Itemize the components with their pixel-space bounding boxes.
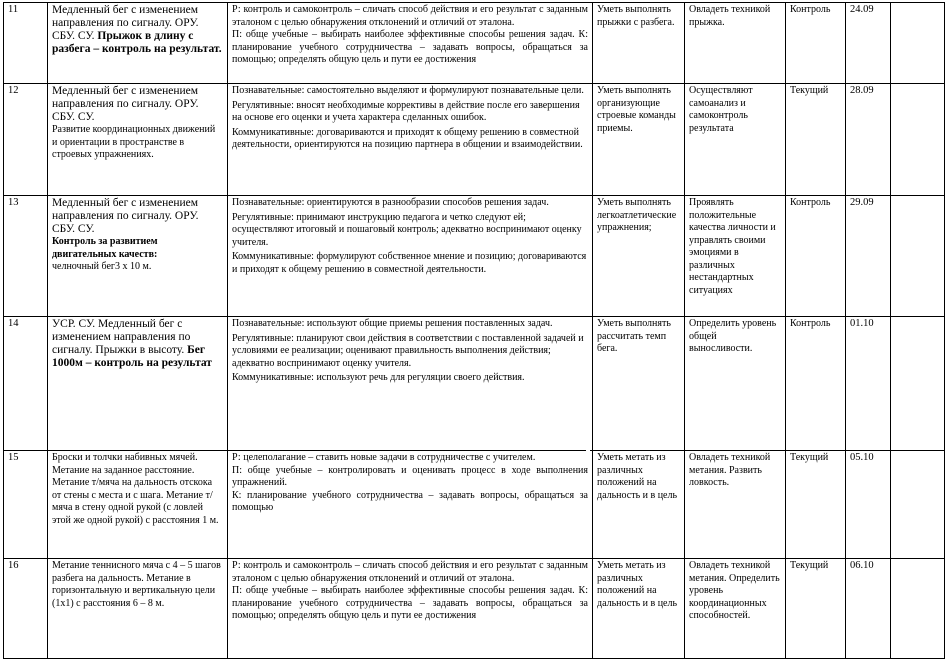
topic-text: Броски и толчки набивных мячей. Метание на заданное расстояние. Метание т/мяча на дальность отскока от стены с места и с шага. Метание т/мяча в стену одной рукой (с ловлей этой же одной рукой) с расстояния 1 м.	[52, 452, 219, 526]
control-type: Текущий	[786, 84, 846, 196]
lesson-topic	[48, 317, 228, 451]
lesson-number: 13	[4, 196, 48, 317]
subject-result: Уметь выполнять легкоатлетические упражнения;	[593, 196, 685, 317]
personal-result: Овладеть техникой метания. Развить ловкость.	[685, 451, 786, 559]
subject-result: Уметь метать из различных положений на дальность и в цель	[593, 559, 685, 659]
personal-result: Овладеть техникой метания. Определить уровень координационных способностей.	[685, 559, 786, 659]
control-type: Контроль	[786, 196, 846, 317]
personal-result: Проявлять положительные качества личности и управлять своими эмоциями в различных нестандартных ситуациях	[685, 196, 786, 317]
uud-paragraph: Регулятивные: планируют свои действия в соответствии с поставленной задачей и условиями ее реализации; оценивают правильность выполнения действия; адекватно воспринимают оценку учителя.	[232, 332, 584, 369]
lesson-date: 29.09	[846, 196, 891, 317]
lesson-plan-table	[3, 2, 945, 659]
subject-result: Уметь выполнять организующие строевые команды приемы.	[593, 84, 685, 196]
control-type: Текущий	[786, 559, 846, 659]
personal-result: Осуществляют самоанализ и самоконтроль результата	[685, 84, 786, 196]
lesson-topic	[48, 559, 228, 659]
lesson-topic	[48, 84, 228, 196]
lesson-date: 01.10	[846, 317, 891, 451]
control-type: Контроль	[786, 317, 846, 451]
table-body	[4, 3, 945, 659]
lesson-date: 05.10	[846, 451, 891, 559]
lesson-topic	[48, 3, 228, 84]
uud-paragraph: П: обще учебные – выбирать наиболее эффективные способы решения задач. К: планирование учебного сотрудничества – задавать вопросы, обращаться за помощью; определять общую цель и пути ее достижения	[232, 29, 588, 65]
notes-cell	[891, 3, 945, 84]
notes-cell	[891, 84, 945, 196]
personal-result: Овладеть техникой прыжка.	[685, 3, 786, 84]
lesson-date: 06.10	[846, 559, 891, 659]
lesson-date: 28.09	[846, 84, 891, 196]
topic-text: челночный бег3 х 10 м.	[52, 261, 152, 272]
uud-paragraph: Коммуникативные: договариваются и приходят к общему решению в совместной деятельности, ориентируются на позицию партнера в общении и взаимодействии.	[232, 126, 583, 150]
subject-result: Уметь метать из различных положений на дальность и в цель	[593, 451, 685, 559]
table-row	[4, 559, 945, 659]
table-row	[4, 84, 945, 196]
lesson-number: 16	[4, 559, 48, 659]
lesson-number: 14	[4, 317, 48, 451]
notes-cell	[891, 317, 945, 451]
uud-paragraph: К: планирование учебного сотрудничества – задавать вопросы, обращаться за помощью	[232, 489, 588, 513]
topic-bold-text: Прыжок в длину с разбега – контроль на результат.	[52, 30, 222, 55]
notes-cell	[891, 559, 945, 659]
table-row	[4, 317, 945, 451]
topic-bold-text: Контроль за развитием двигательных качеств:	[52, 236, 158, 260]
table-row	[4, 3, 945, 84]
topic-text: Развитие координационных движений и ориентации в пространстве в строевых упражнениях.	[52, 124, 216, 160]
uud-paragraph: Познавательные: ориентируются в разнообразии способов решения задач.	[232, 197, 549, 208]
uud-paragraph: Р: целеполагание – ставить новые задачи в сотрудничестве с учителем.	[232, 452, 536, 463]
topic-text: Метание теннисного мяча с 4 – 5 шагов разбега на дальность. Метание в горизонтальную и вертикальную цели (1х1) с расстояния 6 – 8 м.	[52, 560, 221, 609]
topic-text: Медленный бег с изменением направления по сигналу. ОРУ. СБУ. СУ.	[52, 197, 199, 235]
topic-text: УСР. СУ. Медленный бег с изменением направления по сигналу. Прыжки в высоту.	[52, 318, 191, 356]
uud-paragraph: П: обще учебные – контролировать и оценивать процесс в ходе выполнения упражнений.	[232, 464, 588, 488]
lesson-date: 24.09	[846, 3, 891, 84]
lesson-number: 12	[4, 84, 48, 196]
uud-cell	[228, 451, 593, 559]
uud-cell	[228, 559, 593, 659]
notes-cell	[891, 196, 945, 317]
lesson-number: 15	[4, 451, 48, 559]
lesson-number: 11	[4, 3, 48, 84]
personal-result: Определить уровень общей выносливости.	[685, 317, 786, 451]
table-row	[4, 451, 945, 559]
uud-paragraph: Регулятивные: вносят необходимые коррективы в действие после его завершения на основе его оценки и учета характера сделанных ошибок.	[232, 99, 580, 123]
table-row	[4, 196, 945, 317]
uud-paragraph: Познавательные: используют общие приемы решения поставленных задач.	[232, 318, 553, 329]
topic-text: Медленный бег с изменением направления по сигналу. ОРУ. СБУ. СУ.	[52, 85, 199, 123]
uud-paragraph: Р: контроль и самоконтроль – сличать способ действия и его результат с заданным эталоном с целью обнаружения отклонений и отличий от эталона.	[232, 4, 588, 28]
uud-paragraph: П: обще учебные – выбирать наиболее эффективные способы решения задач. К: планирование учебного сотрудничества – задавать вопросы, обращаться за помощью; определять общую цель и пути ее достижения	[232, 585, 588, 621]
topic-bold-text: Бег 1000м – контроль на результат	[52, 344, 212, 369]
lesson-topic	[48, 451, 228, 559]
uud-cell	[228, 317, 593, 451]
uud-cell	[228, 84, 593, 196]
white-patch-row14	[586, 440, 590, 456]
uud-paragraph: Коммуникативные: используют речь для регуляции своего действия.	[232, 372, 525, 383]
uud-paragraph: Коммуникативные: формулируют собственное мнение и позицию; договариваются и приходят к общему решению в совместной деятельности.	[232, 251, 587, 275]
notes-cell	[891, 451, 945, 559]
uud-paragraph: Р: контроль и самоконтроль – сличать способ действия и его результат с заданным эталоном с целью обнаружения отклонений и отличий от эталона.	[232, 560, 588, 584]
control-type: Текущий	[786, 451, 846, 559]
subject-result: Уметь выполнять прыжки с разбега.	[593, 3, 685, 84]
control-type: Контроль	[786, 3, 846, 84]
subject-result: Уметь выполнять рассчитать темп бега.	[593, 317, 685, 451]
topic-text: Медленный бег с изменением направления по сигналу. ОРУ. СБУ. СУ.	[52, 4, 199, 42]
uud-cell	[228, 3, 593, 84]
uud-paragraph: Регулятивные: принимают инструкцию педагога и четко следуют ей; осуществляют итоговый и пошаговый контроль; адекватно воспринимают оценку учителя.	[232, 211, 582, 248]
uud-cell	[228, 196, 593, 317]
uud-paragraph: Познавательные: самостоятельно выделяют и формулируют познавательные цели.	[232, 85, 584, 96]
lesson-topic	[48, 196, 228, 317]
